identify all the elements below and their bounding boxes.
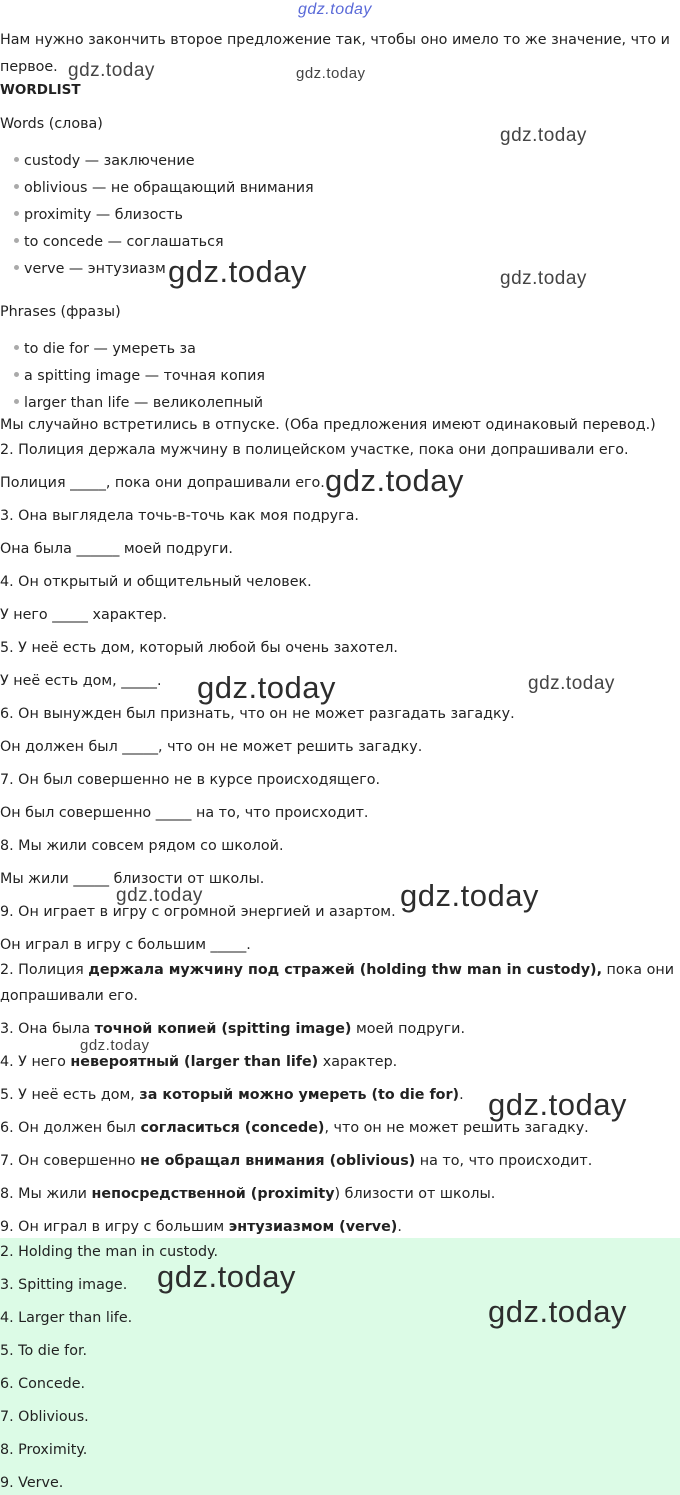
watermark: gdz.today [168,254,307,289]
task-line: 4. Он открытый и общительный человек. [0,574,312,590]
task-line: Мы жили _____ близости от школы. [0,871,265,887]
watermark: gdz.today [197,670,336,705]
list-item: a spitting image — точная копия [14,368,265,384]
task-line: 2. Полиция держала мужчину в полицейском участке, пока они допрашивали его. [0,442,629,458]
answer-line: 7. Oblivious. [0,1409,89,1425]
watermark: gdz.today [500,268,587,289]
phrases-heading: Phrases (фразы) [0,304,121,320]
translation-line: 7. Он совершенно не обращал внимания (oblivious) на то, что происходит. [0,1153,593,1169]
list-item: oblivious — не обращающий внимания [14,180,314,196]
example-line: Мы случайно встретились в отпуске. (Оба предложения имеют одинаковый перевод.) [0,417,656,433]
watermark: gdz.today [500,125,587,146]
answer-line: 4. Larger than life. [0,1310,133,1326]
watermark: gdz.today [296,65,366,82]
intro-line-1: Нам нужно закончить второе предложение так, чтобы оно имело то же значение, что и [0,32,670,48]
answer-line: 5. To die for. [0,1343,88,1359]
bullet-icon [14,372,19,377]
list-item: custody — заключение [14,153,195,169]
task-line: 5. У неё есть дом, который любой бы очень захотел. [0,640,398,656]
task-line: Он должен был _____, что он не может решить загадку. [0,739,423,755]
task-line: 9. Он играет в игру с огромной энергией и азартом. [0,904,396,920]
task-line: 6. Он вынужден был признать, что он не может разгадать загадку. [0,706,515,722]
translation-line: 9. Он играл в игру с большим энтузиазмом (verve). [0,1219,402,1235]
answer-line: 2. Holding the man in custody. [0,1244,219,1260]
intro-line-2: первое. [0,59,58,75]
list-item: to concede — соглашаться [14,234,224,250]
translation-line: 3. Она была точной копией (spitting image) моей подруги. [0,1021,465,1037]
bullet-icon [14,265,19,270]
task-line: 7. Он был совершенно не в курсе происходящего. [0,772,380,788]
list-item: proximity — близость [14,207,183,223]
bullet-icon [14,211,19,216]
task-line: Он играл в игру с большим _____. [0,937,251,953]
translation-line: 8. Мы жили непосредственной (proximity) близости от школы. [0,1186,496,1202]
answer-line: 8. Proximity. [0,1442,88,1458]
translation-line: 6. Он должен был согласиться (concede), что он не может решить загадку. [0,1120,589,1136]
translation-line: 2. Полиция держала мужчину под стражей (holding thw man in custody), пока они [0,962,674,978]
watermark: gdz.today [325,463,464,498]
bullet-icon [14,345,19,350]
wordlist-heading: WORDLIST [0,82,81,98]
answer-line: 9. Verve. [0,1475,64,1491]
task-line: У него _____ характер. [0,607,167,623]
watermark: gdz.today [80,1037,150,1054]
task-line: 3. Она выглядела точь-в-точь как моя подруга. [0,508,359,524]
list-item: to die for — умереть за [14,341,196,357]
watermark: gdz.today [157,1259,296,1294]
translation-line: допрашивали его. [0,988,138,1004]
bullet-icon [14,399,19,404]
watermark: gdz.today [488,1087,627,1122]
list-item: verve — энтузиазм [14,261,166,277]
watermark: gdz.today [298,1,372,18]
list-item: larger than life — великолепный [14,395,263,411]
watermark: gdz.today [400,878,539,913]
watermark: gdz.today [488,1294,627,1329]
task-line: Полиция _____, пока они допрашивали его. [0,475,325,491]
bullet-icon [14,184,19,189]
task-line: У неё есть дом, _____. [0,673,162,689]
bullet-icon [14,238,19,243]
watermark: gdz.today [68,60,155,81]
task-line: Она была ______ моей подруги. [0,541,233,557]
words-heading: Words (слова) [0,116,103,132]
translation-line: 5. У неё есть дом, за который можно умереть (to die for). [0,1087,464,1103]
watermark: gdz.today [528,673,615,694]
translation-line: 4. У него невероятный (larger than life) характер. [0,1054,398,1070]
answer-line: 6. Concede. [0,1376,86,1392]
task-line: Он был совершенно _____ на то, что происходит. [0,805,369,821]
bullet-icon [14,157,19,162]
answer-line: 3. Spitting image. [0,1277,128,1293]
task-line: 8. Мы жили совсем рядом со школой. [0,838,284,854]
watermark: gdz.today [116,885,203,906]
